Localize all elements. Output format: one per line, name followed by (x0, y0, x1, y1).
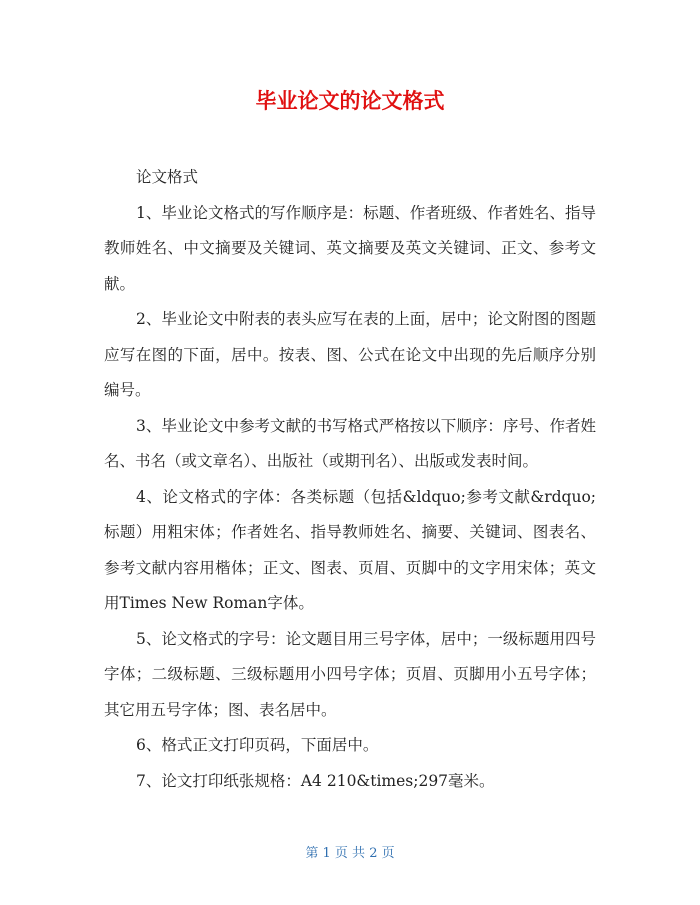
paragraph-3: 3、毕业论文中参考文献的书写格式严格按以下顺序：序号、作者姓名、书名（或文章名）、出版社（或期刊名）、出版或发表时间。 (104, 416, 596, 470)
page-footer: 第 1 页 共 2 页 (305, 846, 395, 861)
paragraph-5: 5、论文格式的字号：论文题目用三号字体，居中；一级标题用四号字体；二级标题、三级标题用小四号字体；页眉、页脚用小五号字体；其它用五号字体；图、表名居中。 (104, 629, 596, 719)
section-heading: 论文格式 (136, 168, 199, 186)
paragraph-4: 4、论文格式的字体：各类标题（包括&ldquo;参考文献&rdquo;标题）用粗宋体；作者姓名、指导教师姓名、摘要、关键词、图表名、参考文献内容用楷体；正文、图表、页眉、页脚中的文字用宋体；英文用Times New Roman字体。 (104, 487, 596, 612)
paragraph-6: 6、格式正文打印页码，下面居中。 (136, 736, 379, 754)
paragraph-1: 1、毕业论文格式的写作顺序是：标题、作者班级、作者姓名、指导教师姓名、中文摘要及关键词、英文摘要及英文关键词、正文、参考文献。 (104, 203, 596, 293)
page-title: 毕业论文的论文格式 (255, 89, 445, 113)
paragraph-2: 2、毕业论文中附表的表头应写在表的上面，居中；论文附图的图题应写在图的下面，居中。按表、图、公式在论文中出现的先后顺序分别编号。 (104, 310, 596, 399)
paragraph-7: 7、论文打印纸张规格：A4 210&times;297毫米。 (136, 771, 495, 790)
document-body (104, 160, 596, 799)
